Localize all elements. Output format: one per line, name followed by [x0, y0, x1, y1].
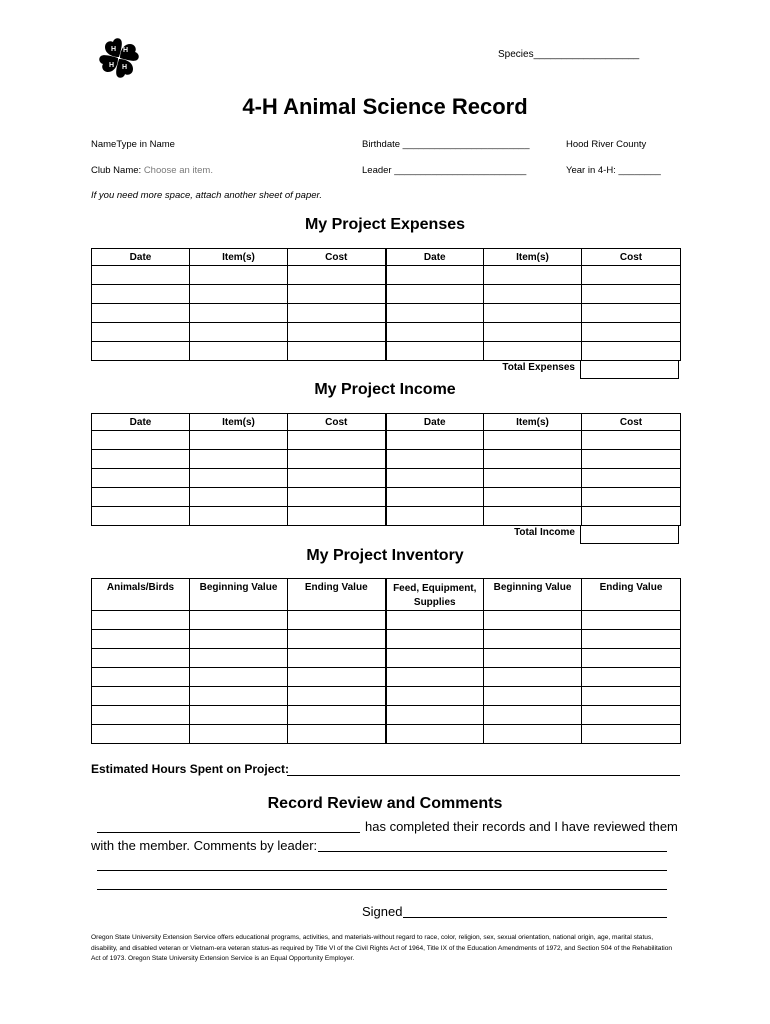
club-name-label: Club Name: [91, 165, 142, 176]
review-statement: has completed their records and I have reviewed them [365, 819, 678, 834]
inventory-col-beginning-value-2: Beginning Value [484, 579, 582, 611]
income-col-items: Item(s) [190, 414, 288, 431]
expenses-col-cost-2: Cost [582, 249, 681, 266]
leader-field[interactable] [362, 165, 526, 176]
table-cell[interactable] [582, 488, 681, 507]
table-cell[interactable] [190, 488, 288, 507]
total-income-label: Total Income [514, 527, 575, 538]
table-cell[interactable] [190, 630, 288, 649]
table-cell[interactable] [92, 450, 190, 469]
table-cell[interactable] [386, 266, 484, 285]
table-cell[interactable] [582, 611, 681, 630]
birthdate-field[interactable] [362, 139, 529, 150]
total-income-field[interactable] [580, 525, 679, 544]
table-row [92, 450, 681, 469]
table-cell[interactable] [582, 687, 681, 706]
table-cell[interactable] [484, 630, 582, 649]
table-cell[interactable] [582, 266, 681, 285]
svg-text:H: H [123, 47, 129, 54]
table-cell[interactable] [92, 304, 190, 323]
table-cell[interactable] [92, 687, 190, 706]
table-cell[interactable] [92, 630, 190, 649]
table-cell[interactable] [582, 706, 681, 725]
table-cell[interactable] [190, 507, 288, 526]
hours-label: Estimated Hours Spent on Project: [91, 762, 290, 776]
table-cell[interactable] [288, 450, 386, 469]
table-cell[interactable] [582, 469, 681, 488]
table-cell[interactable] [288, 488, 386, 507]
table-cell[interactable] [484, 342, 582, 361]
table-cell[interactable] [92, 725, 190, 744]
table-cell[interactable] [386, 611, 484, 630]
table-cell[interactable] [92, 488, 190, 507]
table-row [92, 304, 681, 323]
table-cell[interactable] [484, 266, 582, 285]
comments-line-2[interactable] [97, 870, 667, 871]
table-cell[interactable] [386, 507, 484, 526]
table-row [92, 649, 681, 668]
table-cell[interactable] [92, 285, 190, 304]
name-label: Name [91, 139, 117, 150]
table-cell[interactable] [582, 431, 681, 450]
table-cell[interactable] [582, 323, 681, 342]
table-cell[interactable] [582, 304, 681, 323]
expenses-col-date-2: Date [386, 249, 484, 266]
leader-blank: _________________________ [394, 165, 527, 176]
income-col-cost-2: Cost [582, 414, 681, 431]
table-cell[interactable] [582, 649, 681, 668]
hours-line[interactable] [287, 775, 680, 776]
inventory-col-ending-value-2: Ending Value [582, 579, 681, 611]
name-field[interactable] [91, 139, 175, 150]
table-cell[interactable] [386, 630, 484, 649]
table-cell[interactable] [190, 450, 288, 469]
table-cell[interactable] [190, 342, 288, 361]
svg-text:H: H [122, 64, 128, 71]
table-cell[interactable] [288, 687, 386, 706]
income-table [91, 413, 681, 526]
table-cell[interactable] [484, 431, 582, 450]
table-cell[interactable] [92, 266, 190, 285]
inventory-heading: My Project Inventory [306, 547, 464, 564]
total-expenses-label: Total Expenses [502, 362, 575, 373]
name-value: Type in Name [116, 139, 175, 150]
table-cell[interactable] [386, 469, 484, 488]
table-cell[interactable] [386, 687, 484, 706]
leader-label: Leader [362, 165, 392, 176]
table-cell[interactable] [582, 725, 681, 744]
table-cell[interactable] [288, 285, 386, 304]
table-cell[interactable] [386, 649, 484, 668]
table-cell[interactable] [582, 285, 681, 304]
total-expenses-field[interactable] [580, 360, 679, 379]
comments-line-1[interactable] [318, 851, 667, 852]
table-cell[interactable] [484, 507, 582, 526]
table-cell[interactable] [484, 611, 582, 630]
expenses-col-cost: Cost [288, 249, 386, 266]
table-cell[interactable] [92, 323, 190, 342]
table-cell[interactable] [582, 450, 681, 469]
table-cell[interactable] [190, 285, 288, 304]
table-cell[interactable] [92, 611, 190, 630]
birthdate-blank: ________________________ [402, 139, 530, 150]
table-cell[interactable] [288, 266, 386, 285]
table-cell[interactable] [386, 706, 484, 725]
table-cell[interactable] [484, 725, 582, 744]
table-cell[interactable] [484, 706, 582, 725]
table-cell[interactable] [288, 630, 386, 649]
svg-text:H: H [111, 46, 117, 53]
table-row [92, 323, 681, 342]
club-name-field[interactable] [91, 165, 213, 176]
table-cell[interactable] [92, 649, 190, 668]
table-cell[interactable] [386, 285, 484, 304]
table-cell[interactable] [288, 706, 386, 725]
table-cell[interactable] [582, 630, 681, 649]
table-row [92, 507, 681, 526]
table-cell[interactable] [386, 323, 484, 342]
nondiscrimination-footer: Oregon State University Extension Service offers educational programs, activities, and materials-without regard to race, color, religion, sex, sexual orientation, national origin, age, marital status, disability, and disabled veteran or Vietnam-era veteran status-as required by Title VI of the Civil Rights Act of 1964, Title IX of the Education Amendments of 1972, and Section 504 of the Rehabilitation Act of 1973. Oregon State University Extension Service is an Equal Opportunity Employer. [91, 934, 673, 962]
year-blank: ________ [618, 165, 661, 176]
table-cell[interactable] [484, 450, 582, 469]
table-row [92, 469, 681, 488]
table-cell[interactable] [92, 469, 190, 488]
table-cell[interactable] [190, 304, 288, 323]
year-label: Year in 4-H: [566, 165, 616, 176]
table-cell[interactable] [92, 668, 190, 687]
table-cell[interactable] [190, 431, 288, 450]
table-cell[interactable] [190, 266, 288, 285]
inventory-col-ending-value: Ending Value [288, 579, 386, 611]
table-row [92, 611, 681, 630]
table-cell[interactable] [288, 342, 386, 361]
birthdate-label: Birthdate [362, 139, 401, 150]
table-cell[interactable] [92, 431, 190, 450]
income-col-date-2: Date [386, 414, 484, 431]
table-row [92, 488, 681, 507]
four-leaf-clover-icon [97, 36, 141, 80]
table-cell[interactable] [92, 507, 190, 526]
table-cell[interactable] [484, 668, 582, 687]
table-cell[interactable] [582, 668, 681, 687]
table-row [92, 706, 681, 725]
inventory-col-feed-equipment: Feed, Equipment, Supplies [386, 579, 484, 611]
table-cell[interactable] [92, 342, 190, 361]
table-cell[interactable] [582, 507, 681, 526]
expenses-col-items: Item(s) [190, 249, 288, 266]
species-label: Species [498, 49, 534, 60]
table-cell[interactable] [386, 450, 484, 469]
table-cell[interactable] [190, 611, 288, 630]
table-cell[interactable] [582, 342, 681, 361]
table-cell[interactable] [288, 725, 386, 744]
table-cell[interactable] [288, 668, 386, 687]
table-cell[interactable] [92, 706, 190, 725]
review-heading: Record Review and Comments [267, 795, 503, 812]
table-row [92, 668, 681, 687]
table-cell[interactable] [190, 668, 288, 687]
income-col-items-2: Item(s) [484, 414, 582, 431]
expenses-col-items-2: Item(s) [484, 249, 582, 266]
table-cell[interactable] [190, 649, 288, 668]
table-row [92, 266, 681, 285]
signed-label: Signed [362, 904, 403, 919]
table-cell[interactable] [484, 323, 582, 342]
table-cell[interactable] [386, 488, 484, 507]
income-col-cost: Cost [288, 414, 386, 431]
table-cell[interactable] [484, 649, 582, 668]
table-cell[interactable] [386, 431, 484, 450]
inventory-col-beginning-value: Beginning Value [190, 579, 288, 611]
page-title: 4-H Animal Science Record [242, 94, 528, 119]
table-cell[interactable] [386, 725, 484, 744]
table-cell[interactable] [190, 469, 288, 488]
table-row [92, 431, 681, 450]
table-cell[interactable] [288, 649, 386, 668]
table-cell[interactable] [288, 323, 386, 342]
table-cell[interactable] [386, 304, 484, 323]
table-cell[interactable] [190, 706, 288, 725]
table-cell[interactable] [484, 469, 582, 488]
table-row [92, 725, 681, 744]
table-row [92, 687, 681, 706]
inventory-table [91, 578, 681, 744]
table-row [92, 342, 681, 361]
income-col-date: Date [92, 414, 190, 431]
table-cell[interactable] [288, 507, 386, 526]
member-name-line[interactable] [97, 832, 360, 833]
attach-note: If you need more space, attach another sheet of paper. [91, 190, 322, 201]
comments-label: with the member. Comments by leader: [91, 838, 318, 853]
species-blank: ___________________ [533, 49, 640, 60]
expenses-col-date: Date [92, 249, 190, 266]
table-cell[interactable] [484, 285, 582, 304]
expenses-table [91, 248, 681, 361]
table-cell[interactable] [386, 668, 484, 687]
table-row [92, 630, 681, 649]
comments-line-3[interactable] [97, 889, 667, 890]
table-cell[interactable] [484, 687, 582, 706]
expenses-heading: My Project Expenses [304, 216, 466, 233]
signature-line[interactable] [403, 917, 667, 918]
table-cell[interactable] [484, 304, 582, 323]
table-cell[interactable] [288, 431, 386, 450]
income-heading: My Project Income [314, 381, 456, 398]
year-field[interactable] [566, 165, 661, 176]
table-cell[interactable] [484, 488, 582, 507]
table-cell[interactable] [288, 469, 386, 488]
inventory-col-animals: Animals/Birds [92, 579, 190, 611]
table-row [92, 285, 681, 304]
table-cell[interactable] [190, 687, 288, 706]
table-cell[interactable] [190, 725, 288, 744]
table-cell[interactable] [288, 304, 386, 323]
species-field[interactable] [498, 49, 639, 60]
svg-text:H: H [109, 62, 115, 69]
table-cell[interactable] [190, 323, 288, 342]
table-cell[interactable] [386, 342, 484, 361]
table-cell[interactable] [288, 611, 386, 630]
club-name-dropdown[interactable]: Choose an item. [143, 165, 213, 176]
county-text: Hood River County [566, 139, 647, 150]
